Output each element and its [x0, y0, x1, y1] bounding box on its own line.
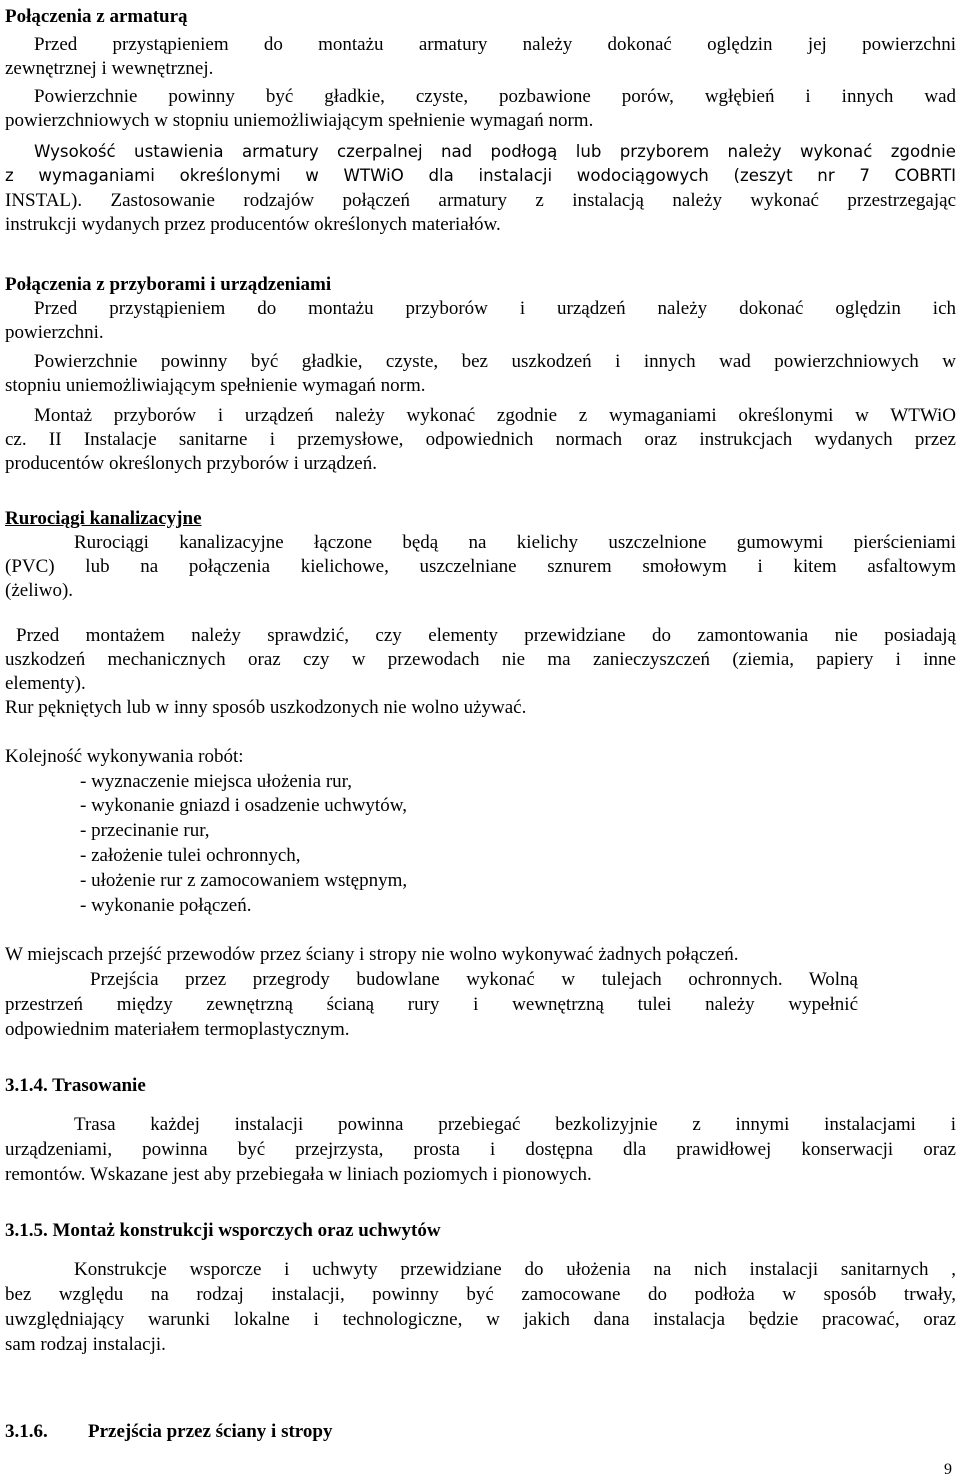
paragraph-fragment: Zastosowanie rodzajów połączeń armatury z instalacją należy wykonać przestrzegając [110, 190, 956, 211]
paragraph-line [5, 189, 956, 213]
paragraph-line: Rurociągi kanalizacyjne łączone będą na kielichy uszczelnione gumowymi pierścieniami [74, 532, 956, 553]
paragraph-line: (żeliwo). [5, 580, 74, 601]
paragraph-line: urządzeniami, powinna być przejrzysta, prosta i dostępna dla prawidłowej konserwacji oraz [5, 1139, 956, 1160]
paragraph-line: W miejscach przejść przewodów przez ściany i stropy nie wolno wykonywać żadnych połączeń. [5, 944, 739, 965]
paragraph-line: uszkodzeń mechanicznych oraz czy w przewodach nie ma zanieczyszczeń (ziemia, papiery i inne [5, 649, 956, 670]
paragraph-line: producentów określonych przyborów i urządzeń. [5, 453, 377, 474]
list-item: - przecinanie rur, [80, 820, 210, 841]
section-heading: Rurociągi kanalizacyjne [5, 508, 202, 529]
paragraph-line: Konstrukcje wsporcze i uchwyty przewidziane do ułożenia na nich instalacji sanitarnych , [74, 1259, 956, 1280]
page-number: 9 [944, 1461, 952, 1478]
paragraph-line: stopniu uniemożliwiającym spełnienie wymagań norm. [5, 375, 426, 396]
paragraph-line: z wymaganiami określonymi w WTWiO dla instalacji wodociągowych (zeszyt nr 7 COBRTI [5, 166, 956, 185]
paragraph-line: cz. II Instalacje sanitarne i przemysłowe, odpowiednich normach oraz instrukcjach wydanych przez [5, 429, 956, 450]
paragraph-fragment: INSTAL). [5, 190, 83, 211]
list-item: - wyznaczenie miejsca ułożenia rur, [80, 771, 352, 792]
paragraph-line: odpowiednim materiałem termoplastycznym. [5, 1019, 350, 1040]
section-heading: Połączenia z armaturą [5, 6, 188, 27]
section-heading [5, 1420, 956, 1444]
paragraph-line: uwzględniający warunki lokalne i technologiczne, w jakich dana instalacja będzie pracować, oraz [5, 1309, 956, 1330]
paragraph-line: bez względu na rodzaj instalacji, powinny być zamocowane do podłoża w sposób trwały, [5, 1284, 956, 1305]
section-heading: Połączenia z przyborami i urządzeniami [5, 274, 332, 295]
paragraph-line: Wysokość ustawienia armatury czerpalnej nad podłogą lub przyborem należy wykonać zgodnie [34, 142, 956, 161]
paragraph-line: Powierzchnie powinny być gładkie, czyste, pozbawione porów, wgłębień i innych wad [34, 86, 956, 107]
paragraph-line: elementy). [5, 673, 86, 694]
paragraph-line: (PVC) lub na połączenia kielichowe, uszczelniane sznurem smołowym i kitem asfaltowym [5, 556, 956, 577]
paragraph-line: Trasa każdej instalacji powinna przebiegać bezkolizyjnie z innymi instalacjami i [74, 1114, 956, 1135]
paragraph-line: Rur pękniętych lub w inny sposób uszkodzonych nie wolno używać. [5, 697, 527, 718]
paragraph-line: powierzchniowych w stopniu uniemożliwiającym spełnienie wymagań norm. [5, 110, 594, 131]
paragraph-line: sam rodzaj instalacji. [5, 1334, 166, 1355]
paragraph-line: Przejścia przez przegrody budowlane wykonać w tulejach ochronnych. Wolną [90, 969, 858, 990]
list-item: - ułożenie rur z zamocowaniem wstępnym, [80, 870, 408, 891]
list-title: Kolejność wykonywania robót: [5, 746, 244, 767]
section-heading: 3.1.4. Trasowanie [5, 1075, 146, 1096]
section-number: 3.1.6. [5, 1421, 48, 1442]
paragraph-line: remontów. Wskazane jest aby przebiegała w liniach poziomych i pionowych. [5, 1164, 592, 1185]
paragraph-line: przestrzeń między zewnętrzną ścianą rury i wewnętrzną tulei należy wypełnić [5, 994, 858, 1015]
paragraph-line: Przed przystąpieniem do montażu przyborów i urządzeń należy dokonać oględzin ich [34, 298, 956, 319]
paragraph-line: zewnętrznej i wewnętrznej. [5, 58, 214, 79]
list-item: - wykonanie połączeń. [80, 895, 252, 916]
section-title: Przejścia przez ściany i stropy [88, 1421, 333, 1442]
section-heading: 3.1.5. Montaż konstrukcji wsporczych oraz uchwytów [5, 1220, 441, 1241]
paragraph-line: powierzchni. [5, 322, 104, 343]
paragraph-line: Montaż przyborów i urządzeń należy wykonać zgodnie z wymaganiami określonymi w WTWiO [34, 405, 956, 426]
paragraph-line: Powierzchnie powinny być gładkie, czyste, bez uszkodzeń i innych wad powierzchniowych w [34, 351, 956, 372]
paragraph-line: instrukcji wydanych przez producentów określonych materiałów. [5, 214, 501, 235]
paragraph-line: Przed przystąpieniem do montażu armatury należy dokonać oględzin jej powierzchni [34, 34, 956, 55]
list-item: - założenie tulei ochronnych, [80, 845, 301, 866]
paragraph-line: Przed montażem należy sprawdzić, czy elementy przewidziane do zamontowania nie posiadają [16, 625, 956, 646]
list-item: - wykonanie gniazd i osadzenie uchwytów, [80, 795, 407, 816]
